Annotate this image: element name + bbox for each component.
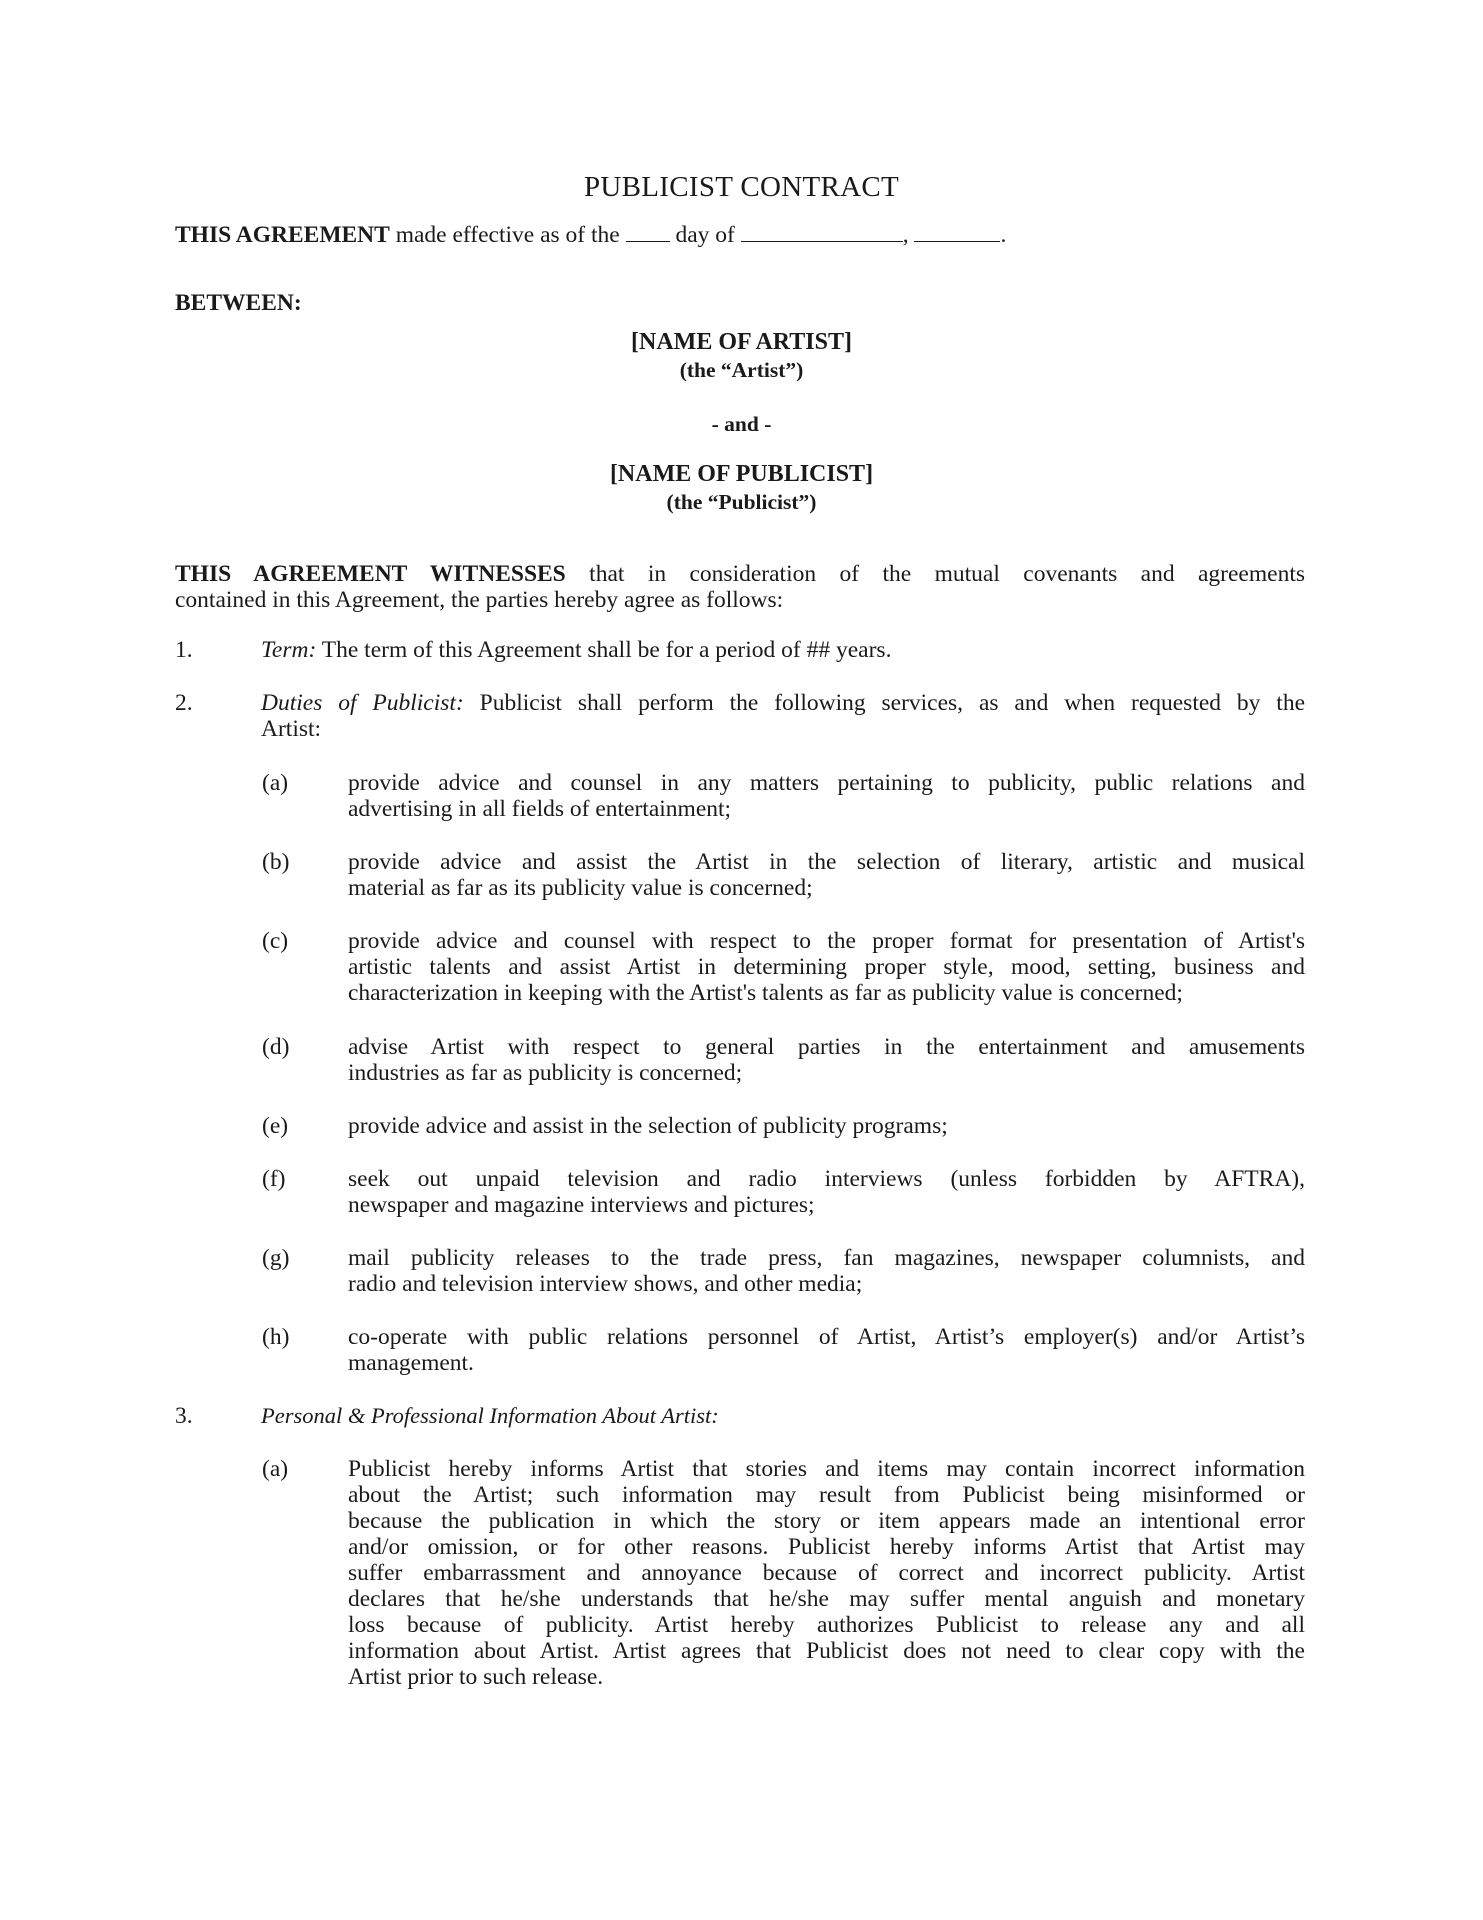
clause-2-body-line1: Publicist shall perform the following services, as and when requested by the — [479, 690, 1306, 716]
clause-2-item-label: (e) — [262, 1113, 289, 1139]
clause-2-item-label: (f) — [262, 1166, 286, 1192]
effective-text: made effective as of the — [395, 222, 620, 248]
clause-2-item — [348, 1166, 1305, 1218]
clause-2-item-label: (a) — [262, 770, 289, 796]
clause-3a-line5: suffer embarrassment and annoyance because of correct and incorrect publicity. Artist — [348, 1560, 1305, 1586]
clause-2-text — [261, 690, 1305, 742]
clause-2-item — [348, 1324, 1305, 1376]
clause-2f-line1: seek out unpaid television and radio interviews (unless forbidden by AFTRA), — [348, 1166, 1305, 1192]
clause-2a-line2: advertising in all fields of entertainment; — [348, 796, 732, 822]
clause-3-number: 3. — [175, 1403, 193, 1429]
clause-2-item — [348, 1245, 1305, 1297]
clause-2-heading: Duties of Publicist: — [261, 690, 464, 716]
day-of-text: day of — [675, 222, 735, 248]
clause-3a-line4: and/or omission, or for other reasons. Publicist hereby informs Artist that Artist may — [348, 1534, 1305, 1560]
clause-3-item — [348, 1456, 1305, 1690]
month-blank — [741, 223, 903, 242]
clause-2-item — [348, 1034, 1305, 1086]
clause-3a-line8: information about Artist. Artist agrees that Publicist does not need to clear copy with the — [348, 1638, 1305, 1664]
clause-2-item-label: (g) — [262, 1245, 290, 1271]
witnesses-paragraph — [175, 561, 1305, 613]
clause-2a-line1: provide advice and counsel in any matters pertaining to publicity, public relations and — [348, 770, 1305, 796]
date-comma: , — [902, 222, 909, 248]
clause-3a-line2: about the Artist; such information may result from Publicist being misinformed or — [348, 1482, 1305, 1508]
clause-2h-line2: management. — [348, 1350, 474, 1376]
clause-2-item-label: (h) — [262, 1324, 290, 1350]
clause-2-item — [348, 1113, 1305, 1139]
year-blank — [914, 223, 1000, 242]
artist-role: (the “Artist”) — [679, 358, 804, 382]
clause-2c-line1: provide advice and counsel with respect to the proper format for presentation of Artist's — [348, 928, 1305, 954]
artist-name: [NAME OF ARTIST] — [631, 329, 852, 355]
clause-3-item-label: (a) — [262, 1456, 289, 1482]
and-separator: - and - — [711, 412, 772, 436]
clause-1-heading: Term: — [261, 637, 317, 663]
clause-2g-line1: mail publicity releases to the trade press, fan magazines, newspaper columnists, and — [348, 1245, 1305, 1271]
clause-2-body-line2: Artist: — [261, 716, 322, 742]
clause-2-item-label: (b) — [262, 849, 290, 875]
clause-1-body: The term of this Agreement shall be for a period of ## years. — [321, 637, 892, 663]
date-period: . — [1000, 222, 1007, 248]
witnesses-line2: contained in this Agreement, the parties hereby agree as follows: — [175, 587, 784, 613]
clause-2-item — [348, 849, 1305, 901]
between-label: BETWEEN: — [175, 290, 302, 316]
clause-2e-line1: provide advice and assist in the selection of publicity programs; — [348, 1113, 948, 1139]
clause-2c-line3: characterization in keeping with the Artist's talents as far as publicity value is concerned; — [348, 980, 1183, 1006]
clause-3-heading: Personal & Professional Information About Artist: — [261, 1403, 719, 1428]
clause-2f-line2: newspaper and magazine interviews and pictures; — [348, 1192, 815, 1218]
clause-3a-line3: because the publication in which the story or item appears made an intentional error — [348, 1508, 1305, 1534]
clause-2b-line2: material as far as its publicity value is concerned; — [348, 875, 813, 901]
witnesses-line1: that in consideration of the mutual covenants and agreements — [589, 561, 1305, 587]
clause-2-item-label: (c) — [262, 928, 289, 954]
clause-3a-line6: declares that he/she understands that he/she may suffer mental anguish and monetary — [348, 1586, 1305, 1612]
clause-2b-line1: provide advice and assist the Artist in the selection of literary, artistic and musical — [348, 849, 1305, 875]
clause-2-number: 2. — [175, 690, 193, 716]
agreement-lead: THIS AGREEMENT — [175, 222, 390, 248]
clause-2-item — [348, 928, 1305, 1006]
clause-2g-line2: radio and television interview shows, and other media; — [348, 1271, 863, 1297]
clause-2h-line1: co-operate with public relations personnel of Artist, Artist’s employer(s) and/or Artist’s — [348, 1324, 1305, 1350]
clause-2-item — [348, 770, 1305, 822]
clause-3a-line9: Artist prior to such release. — [348, 1664, 604, 1690]
document-title: PUBLICIST CONTRACT — [583, 171, 900, 203]
clause-3a-line1: Publicist hereby informs Artist that stories and items may contain incorrect information — [348, 1456, 1305, 1482]
publicist-name: [NAME OF PUBLICIST] — [609, 461, 874, 487]
publicist-role: (the “Publicist”) — [666, 490, 817, 514]
witnesses-lead: THIS AGREEMENT WITNESSES — [175, 561, 566, 587]
clause-1-number: 1. — [175, 637, 193, 663]
clause-1-text — [261, 637, 1305, 663]
clause-2c-line2: artistic talents and assist Artist in determining proper style, mood, setting, business and — [348, 954, 1305, 980]
clause-2d-line1: advise Artist with respect to general parties in the entertainment and amusements — [348, 1034, 1305, 1060]
day-blank — [626, 223, 670, 242]
clause-2-item-label: (d) — [262, 1034, 290, 1060]
effective-date-line — [175, 222, 1305, 248]
clause-2d-line2: industries as far as publicity is concerned; — [348, 1060, 743, 1086]
clause-3a-line7: loss because of publicity. Artist hereby authorizes Publicist to release any and all — [348, 1612, 1305, 1638]
